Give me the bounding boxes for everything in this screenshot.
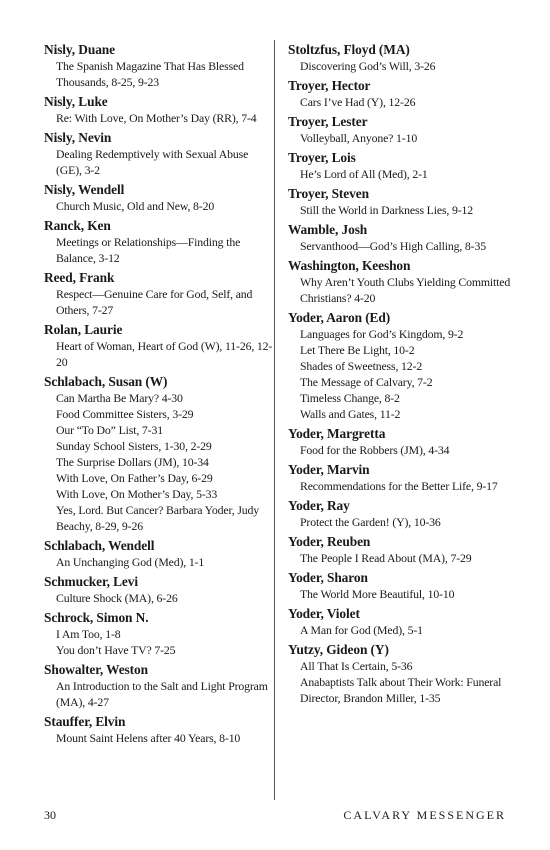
index-entry <box>44 269 274 318</box>
author-name: Rolan, Laurie <box>44 322 123 337</box>
article-title: Can Martha Be Mary? 4-30 <box>56 391 183 405</box>
index-entry <box>44 321 274 370</box>
author-name: Washington, Keeshon <box>288 258 411 273</box>
index-entry <box>288 641 518 706</box>
magazine-name: CALVARY MESSENGER <box>343 808 506 822</box>
author-name: Schlabach, Susan (W) <box>44 374 168 389</box>
article-title: You don’t Have TV? 7-25 <box>56 643 176 657</box>
author-name: Yoder, Violet <box>288 606 360 621</box>
article-title: I Am Too, 1-8 <box>56 627 121 641</box>
author-name: Troyer, Lois <box>288 150 356 165</box>
author-name: Yoder, Reuben <box>288 534 371 549</box>
article-title: Volleyball, Anyone? 1-10 <box>300 131 418 145</box>
index-entry <box>288 257 518 306</box>
index-entry <box>44 129 274 178</box>
article-title: Anabaptists Talk about Their Work: Funeral Director, Brandon Miller, 1-35 <box>300 675 502 705</box>
article-title: An Introduction to the Salt and Light Program (MA), 4-27 <box>56 679 268 709</box>
article-title: Our “To Do” List, 7-31 <box>56 423 163 437</box>
index-entry <box>288 533 518 566</box>
author-name: Nisly, Nevin <box>44 130 112 145</box>
article-title: A Man for God (Med), 5-1 <box>300 623 423 637</box>
author-name: Troyer, Hector <box>288 78 371 93</box>
index-entry <box>44 713 274 746</box>
article-title: Cars I’ve Had (Y), 12-26 <box>300 95 416 109</box>
author-name: Yoder, Sharon <box>288 570 368 585</box>
index-entry <box>288 185 518 218</box>
article-title: With Love, On Mother’s Day, 5-33 <box>56 487 218 501</box>
article-title: Recommendations for the Better Life, 9-17 <box>300 479 498 493</box>
article-title: All That Is Certain, 5-36 <box>300 659 413 673</box>
article-title: Mount Saint Helens after 40 Years, 8-10 <box>56 731 241 745</box>
index-entry <box>288 41 518 74</box>
article-title: Food for the Robbers (JM), 4-34 <box>300 443 450 457</box>
index-column-left <box>44 41 274 749</box>
index-entry <box>44 537 274 570</box>
index-entry <box>288 221 518 254</box>
index-entry <box>44 373 274 534</box>
article-title: Languages for God’s Kingdom, 9-2 <box>300 327 464 341</box>
article-title: Still the World in Darkness Lies, 9-12 <box>300 203 474 217</box>
author-name: Yoder, Ray <box>288 498 350 513</box>
index-entry <box>44 181 274 214</box>
author-name: Yoder, Aaron (Ed) <box>288 310 391 325</box>
index-entry <box>44 573 274 606</box>
author-name: Stauffer, Elvin <box>44 714 126 729</box>
article-title: Protect the Garden! (Y), 10-36 <box>300 515 441 529</box>
author-name: Nisly, Wendell <box>44 182 125 197</box>
index-entry <box>44 41 274 90</box>
article-title: Let There Be Light, 10-2 <box>300 343 415 357</box>
index-entry <box>288 497 518 530</box>
article-title: Heart of Woman, Heart of God (W), 11-26, 12-20 <box>56 339 273 369</box>
author-name: Showalter, Weston <box>44 662 148 677</box>
index-column-right <box>288 41 518 709</box>
article-title: Re: With Love, On Mother’s Day (RR), 7-4 <box>56 111 257 125</box>
article-title: Shades of Sweetness, 12-2 <box>300 359 423 373</box>
index-entry <box>288 605 518 638</box>
article-title: The Surprise Dollars (JM), 10-34 <box>56 455 209 469</box>
index-entry <box>44 217 274 266</box>
index-entry <box>288 77 518 110</box>
article-title: Walls and Gates, 11-2 <box>300 407 401 421</box>
author-name: Schrock, Simon N. <box>44 610 149 625</box>
article-title: Yes, Lord. But Cancer? Barbara Yoder, Judy Beachy, 8-29, 9-26 <box>56 503 260 533</box>
index-entry <box>288 425 518 458</box>
article-title: Respect—Genuine Care for God, Self, and Others, 7-27 <box>56 287 253 317</box>
article-title: Sunday School Sisters, 1-30, 2-29 <box>56 439 212 453</box>
article-title: Timeless Change, 8-2 <box>300 391 400 405</box>
index-entry <box>288 569 518 602</box>
author-name: Nisly, Duane <box>44 42 115 57</box>
article-title: With Love, On Father’s Day, 6-29 <box>56 471 213 485</box>
index-entry <box>44 609 274 658</box>
author-name: Yutzy, Gideon (Y) <box>288 642 389 657</box>
index-entry <box>288 461 518 494</box>
article-title: Church Music, Old and New, 8-20 <box>56 199 215 213</box>
author-name: Yoder, Marvin <box>288 462 370 477</box>
article-title: Why Aren’t Youth Clubs Yielding Committed Christians? 4-20 <box>300 275 511 305</box>
index-entry <box>288 113 518 146</box>
index-entry <box>288 309 518 422</box>
article-title: Dealing Redemptively with Sexual Abuse (GE), 3-2 <box>56 147 249 177</box>
article-title: An Unchanging God (Med), 1-1 <box>56 555 205 569</box>
index-entry <box>44 93 274 126</box>
index-entry <box>288 149 518 182</box>
article-title: The People I Read About (MA), 7-29 <box>300 551 472 565</box>
author-name: Ranck, Ken <box>44 218 111 233</box>
author-name: Wamble, Josh <box>288 222 368 237</box>
article-title: Servanthood—God’s High Calling, 8-35 <box>300 239 486 253</box>
article-title: The Spanish Magazine That Has Blessed Thousands, 8-25, 9-23 <box>56 59 244 89</box>
author-name: Nisly, Luke <box>44 94 108 109</box>
article-title: Meetings or Relationships—Finding the Balance, 3-12 <box>56 235 241 265</box>
article-title: Discovering God’s Will, 3-26 <box>300 59 436 73</box>
article-title: Food Committee Sisters, 3-29 <box>56 407 194 421</box>
article-title: He’s Lord of All (Med), 2-1 <box>300 167 428 181</box>
article-title: Culture Shock (MA), 6-26 <box>56 591 178 605</box>
author-name: Schlabach, Wendell <box>44 538 155 553</box>
page-number: 30 <box>44 808 56 822</box>
author-name: Stoltzfus, Floyd (MA) <box>288 42 410 57</box>
author-name: Troyer, Lester <box>288 114 368 129</box>
index-entry <box>44 661 274 710</box>
article-title: The Message of Calvary, 7-2 <box>300 375 433 389</box>
author-name: Reed, Frank <box>44 270 115 285</box>
article-title: The World More Beautiful, 10-10 <box>300 587 455 601</box>
author-name: Schmucker, Levi <box>44 574 138 589</box>
author-name: Troyer, Steven <box>288 186 369 201</box>
column-divider <box>274 40 275 800</box>
author-name: Yoder, Margretta <box>288 426 386 441</box>
